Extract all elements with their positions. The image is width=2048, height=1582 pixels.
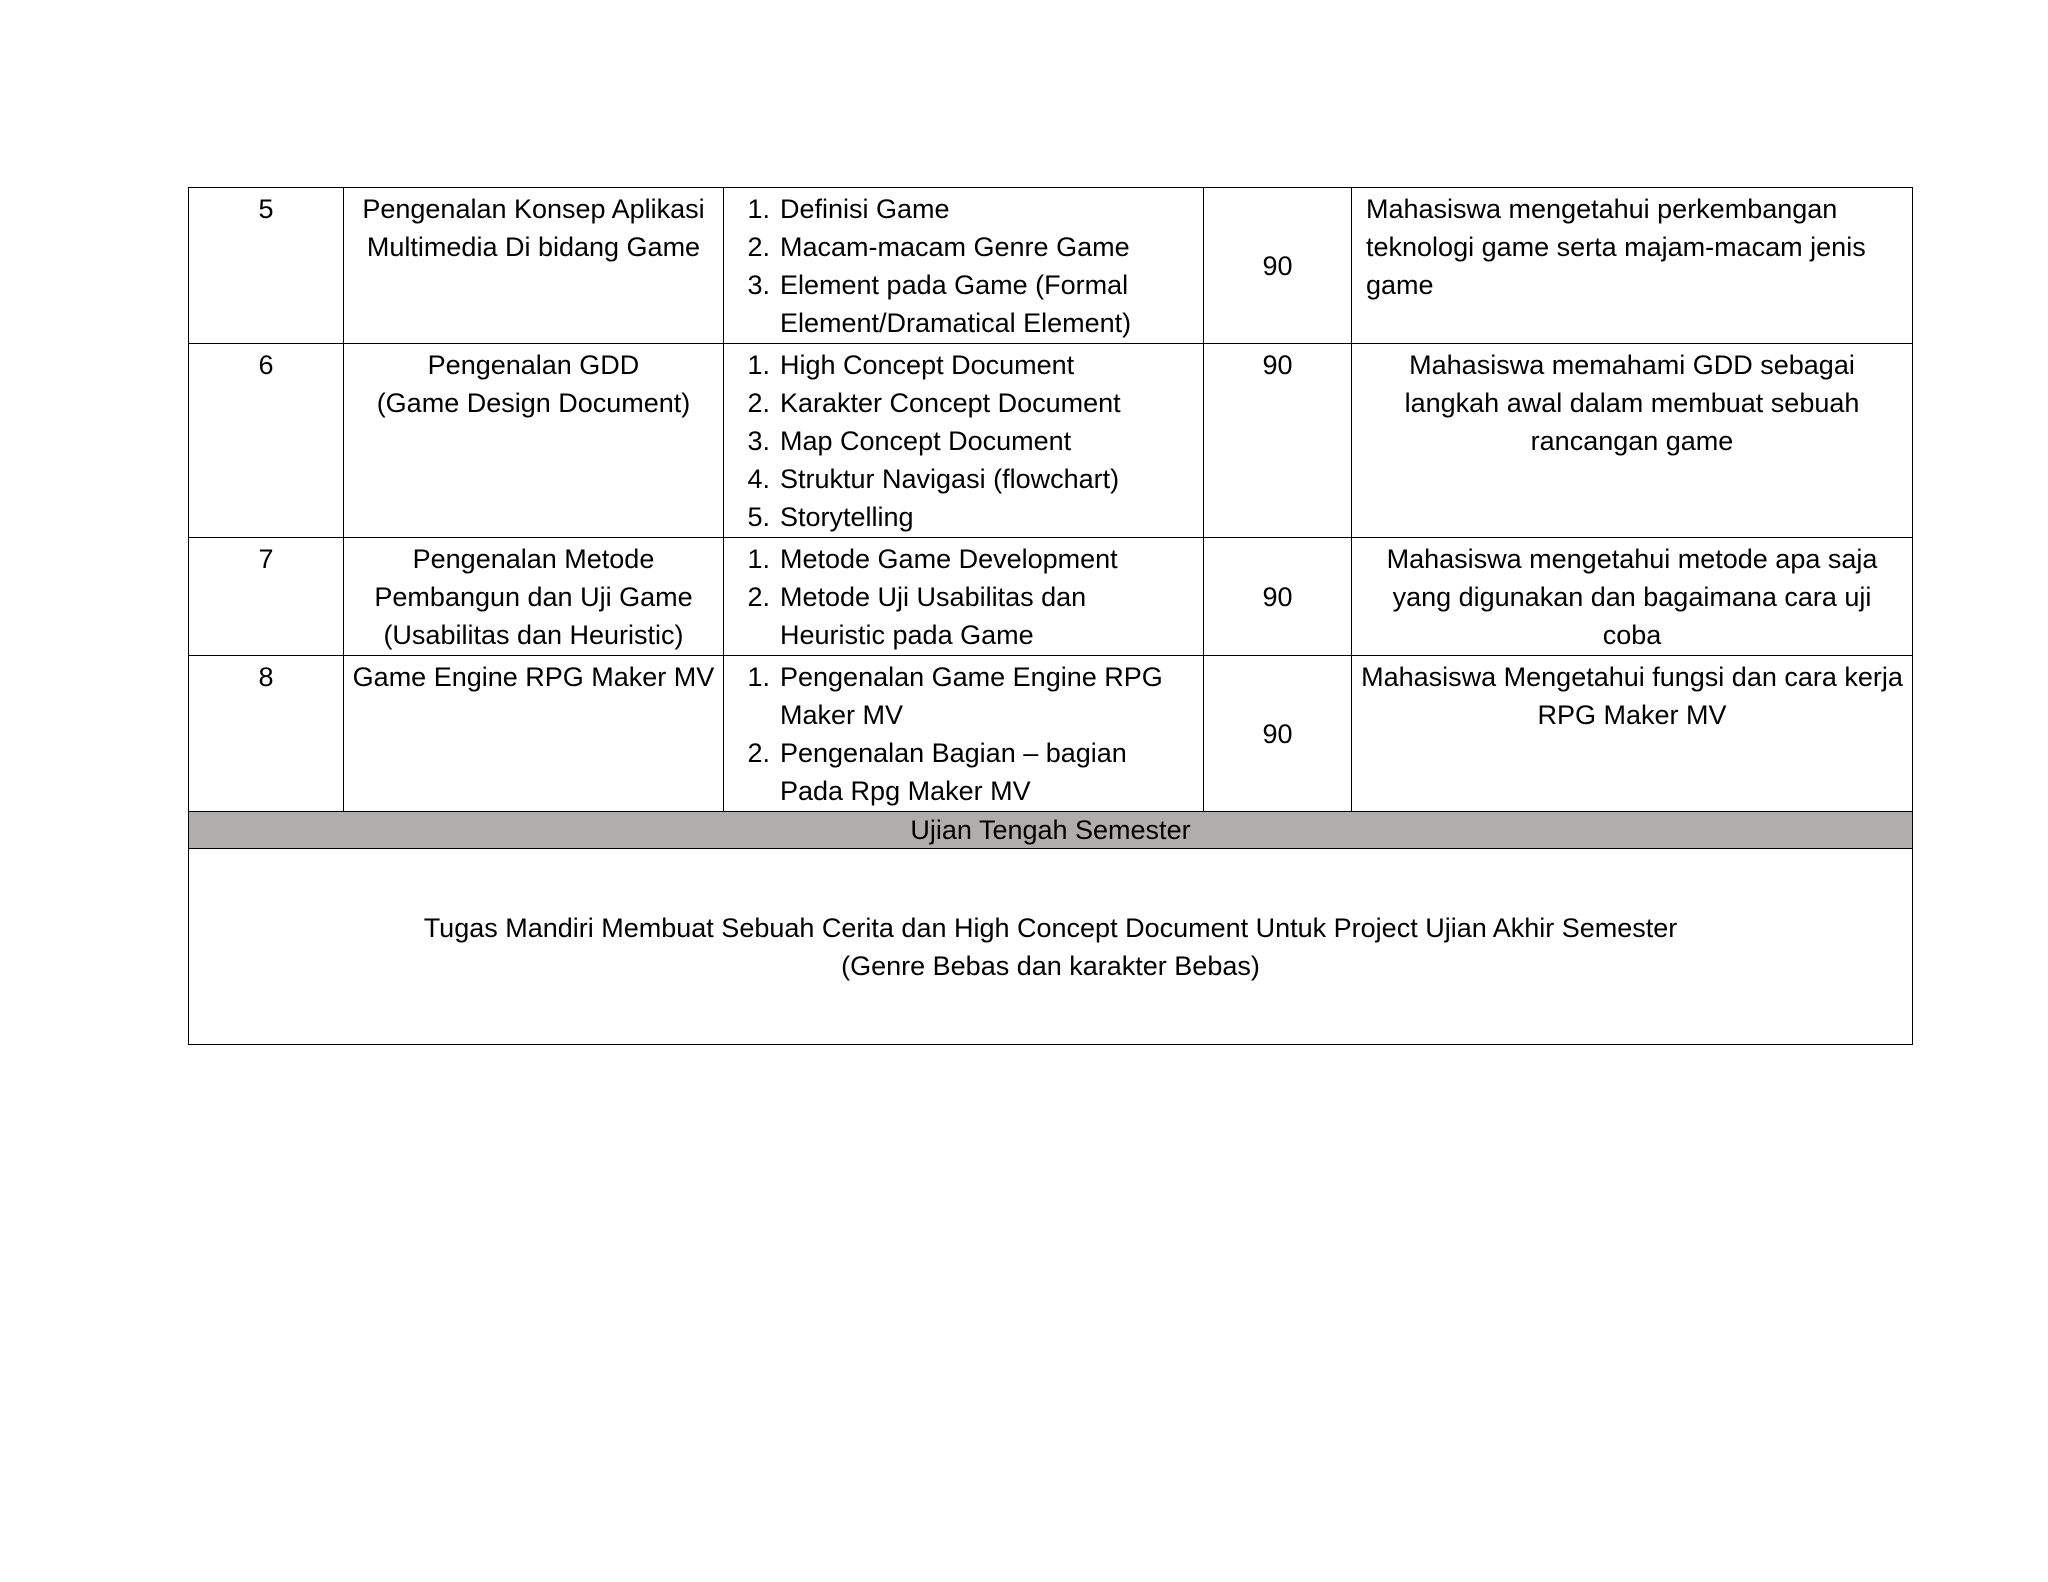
list-item: Pengenalan Game Engine RPG Maker MV: [780, 662, 1163, 730]
topic-line: (Usabilitas dan Heuristic): [383, 620, 684, 650]
list-item: Storytelling: [780, 502, 914, 532]
task-cell: [189, 849, 1913, 1045]
subtopic-list: [732, 540, 1195, 654]
topic-line: Pengenalan Metode: [412, 544, 655, 574]
task-row: [189, 849, 1913, 1045]
subtopics-cell: [724, 188, 1204, 344]
subtopics-cell: [724, 344, 1204, 538]
list-item: Macam-macam Genre Game: [780, 232, 1130, 262]
topic-line: Pembangun dan Uji Game: [374, 582, 693, 612]
list-item: Metode Uji Usabilitas dan Heuristic pada Game: [780, 582, 1087, 650]
subtopic-list: [732, 190, 1195, 342]
subtopic-list: [732, 346, 1195, 536]
topic-line: Pengenalan GDD: [427, 350, 640, 380]
duration-cell: 90: [1204, 538, 1352, 656]
list-item: Definisi Game: [780, 194, 950, 224]
table-row: [189, 188, 1913, 344]
list-item: Metode Game Development: [780, 544, 1118, 574]
topic-cell: [344, 656, 724, 812]
goal-cell: Mahasiswa memahami GDD sebagai langkah awal dalam membuat sebuah rancangan game: [1352, 344, 1913, 538]
goal-cell: Mahasiswa mengetahui perkembangan teknologi game serta majam-macam jenis game: [1352, 188, 1913, 344]
topic-cell: [344, 344, 724, 538]
table-row: [189, 656, 1913, 812]
topic-line: Game Engine RPG Maker MV: [352, 662, 715, 692]
duration-cell: 90: [1204, 656, 1352, 812]
meeting-number: 5: [189, 188, 344, 344]
table-row: [189, 344, 1913, 538]
meeting-number: 7: [189, 538, 344, 656]
meeting-number: 6: [189, 344, 344, 538]
topic-line: Multimedia Di bidang Game: [366, 232, 701, 262]
task-description: Tugas Mandiri Membuat Sebuah Cerita dan High Concept Document Untuk Project Ujian Akhir Semester: [423, 912, 1678, 943]
meeting-number: 8: [189, 656, 344, 812]
midterm-row: [189, 812, 1913, 849]
midterm-label: Ujian Tengah Semester: [189, 812, 1913, 849]
subtopic-list: [732, 658, 1195, 810]
duration-cell: 90: [1204, 344, 1352, 538]
topic-line: (Game Design Document): [376, 388, 691, 418]
list-item: Element pada Game (Formal Element/Dramatical Element): [780, 270, 1132, 338]
topic-cell: [344, 188, 724, 344]
list-item: High Concept Document: [780, 350, 1075, 380]
subtopics-cell: [724, 656, 1204, 812]
task-note: (Genre Bebas dan karakter Bebas): [841, 950, 1260, 981]
list-item: Map Concept Document: [780, 426, 1072, 456]
topic-line: Pengenalan Konsep Aplikasi: [362, 194, 705, 224]
topic-cell: [344, 538, 724, 656]
goal-cell: Mahasiswa mengetahui metode apa saja yang digunakan dan bagaimana cara uji coba: [1352, 538, 1913, 656]
syllabus-table: [188, 187, 1913, 1045]
duration-cell: 90: [1204, 188, 1352, 344]
table-row: [189, 538, 1913, 656]
subtopics-cell: [724, 538, 1204, 656]
list-item: Pengenalan Bagian – bagian Pada Rpg Maker MV: [780, 738, 1127, 806]
list-item: Karakter Concept Document: [780, 388, 1121, 418]
list-item: Struktur Navigasi (flowchart): [780, 464, 1120, 494]
goal-cell: Mahasiswa Mengetahui fungsi dan cara kerja RPG Maker MV: [1352, 656, 1913, 812]
